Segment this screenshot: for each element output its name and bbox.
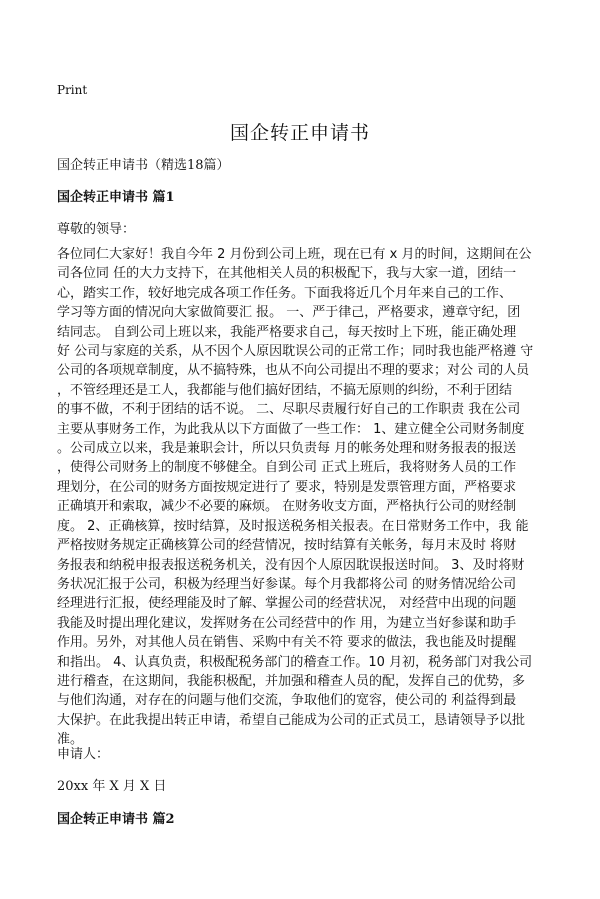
- body-line: 进行稽查，在这期间，我能积极配，并加强和稽查人员的配，发挥自己的优势，多: [57, 673, 526, 689]
- body-line: ，不管经理还是工人，我都能与他们搞好团结，不搞无原则的纠纷，不利于团结: [57, 382, 513, 398]
- body-line: ，使得公司财务上的制度不够健全。自到公司 正式上班后，我将财务人员的工作: [57, 460, 517, 476]
- body-line: 作用。另外，对其他人员在销售、采购中有关不符 要求的做法，我也能及时提醒: [57, 635, 517, 651]
- applicant-label: 申请人：: [57, 747, 110, 762]
- body-line: 与他们沟通，对存在的问题与他们交流，争取他们的宽容，使公司的 利益得到最: [57, 693, 517, 709]
- body-line: 学习等方面的情况向大家做简要汇 报。 一、严于律己，严格要求，遵章守纪，团: [57, 305, 521, 321]
- body-line: 大保护。在此我提出转正申请，希望自己能成为公司的正式员工，恳请领导予以批: [57, 712, 526, 728]
- body-line: 严格按财务规定正确核算公司的经营情况，按时结算有关帐务，每月末及时 将财: [57, 538, 517, 554]
- body-line: 公司的各项规章制度，从不搞特殊，也从不向公司提出不理的要求；对公 司的人员: [57, 363, 530, 379]
- body-line: 各位同仁大家好！我自今年 2 月份到公司上班，现在已有 x 月的时间，这期间在公: [57, 247, 532, 262]
- body-line: 务状况汇报于公司，积极为经理当好参谋。每个月我都将公司 的财务情况给公司: [57, 576, 517, 592]
- date-line: 20xx 年 X 月 X 日: [57, 779, 167, 794]
- body-line: 度。 2、正确核算，按时结算，及时报送税务相关报表。在日常财务工作中，我 能: [57, 518, 529, 534]
- body-line: 正确填开和索取，减少不必要的麻烦。 在财务收支方面，严格执行公司的财经制: [57, 499, 517, 515]
- section-heading-1: 国企转正申请书 篇1: [57, 190, 175, 205]
- body-line: 主要从事财务工作，为此我从以下方面做了一些工作： 1、建立健全公司财务制度: [57, 421, 525, 437]
- body-line: 务报表和纳税申报表报送税务机关，没有因个人原因耽误报送时间。 3、及时将财: [57, 557, 525, 573]
- body-line: 司各位同 任的大力支持下，在其他相关人员的积极配下，我与大家一道，团结一: [57, 266, 517, 282]
- body-line: 准。: [57, 732, 84, 748]
- body-line: 经理进行汇报，使经理能及时了解、掌握公司的经营状况， 对经营中出现的问题: [57, 596, 517, 612]
- body-line: 理划分，在公司的财务方面按规定进行了 要求，特别是发票管理方面，严格要求: [57, 479, 517, 495]
- body-line: 我能及时提出理化建议，发挥财务在公司经营中的作 用，为建立当好参谋和助手: [57, 615, 517, 631]
- section-heading-2: 国企转正申请书 篇2: [57, 812, 175, 827]
- body-line: 的事不做，不利于团结的话不说。 二、尽职尽责履行好自己的工作职责 我在公司: [57, 402, 521, 418]
- body-paragraph: [57, 245, 551, 750]
- page-title: 国企转正申请书: [229, 122, 370, 144]
- body-line: 。公司成立以来，我是兼职会计，所以只负责每 月的帐务处理和财务报表的报送: [57, 441, 517, 457]
- subtitle: 国企转正申请书（精选18篇）: [57, 158, 230, 173]
- salutation: 尊敬的领导：: [57, 222, 136, 237]
- body-line: 和指出。 4、认真负责，积极配税务部门的稽查工作。10 月初，税务部门对我公司: [57, 654, 533, 670]
- body-line: 结同志。 自到公司上班以来，我能严格要求自己，每天按时上下班，能正确处理: [57, 324, 517, 340]
- print-label: Print: [57, 83, 88, 97]
- body-line: 好 公司与家庭的关系，从不因个人原因耽误公司的正常工作；同时我也能严格遵 守: [57, 344, 534, 360]
- body-line: 心，踏实工作，较好地完成各项工作任务。下面我将近几个月年来自己的工作、: [57, 285, 513, 301]
